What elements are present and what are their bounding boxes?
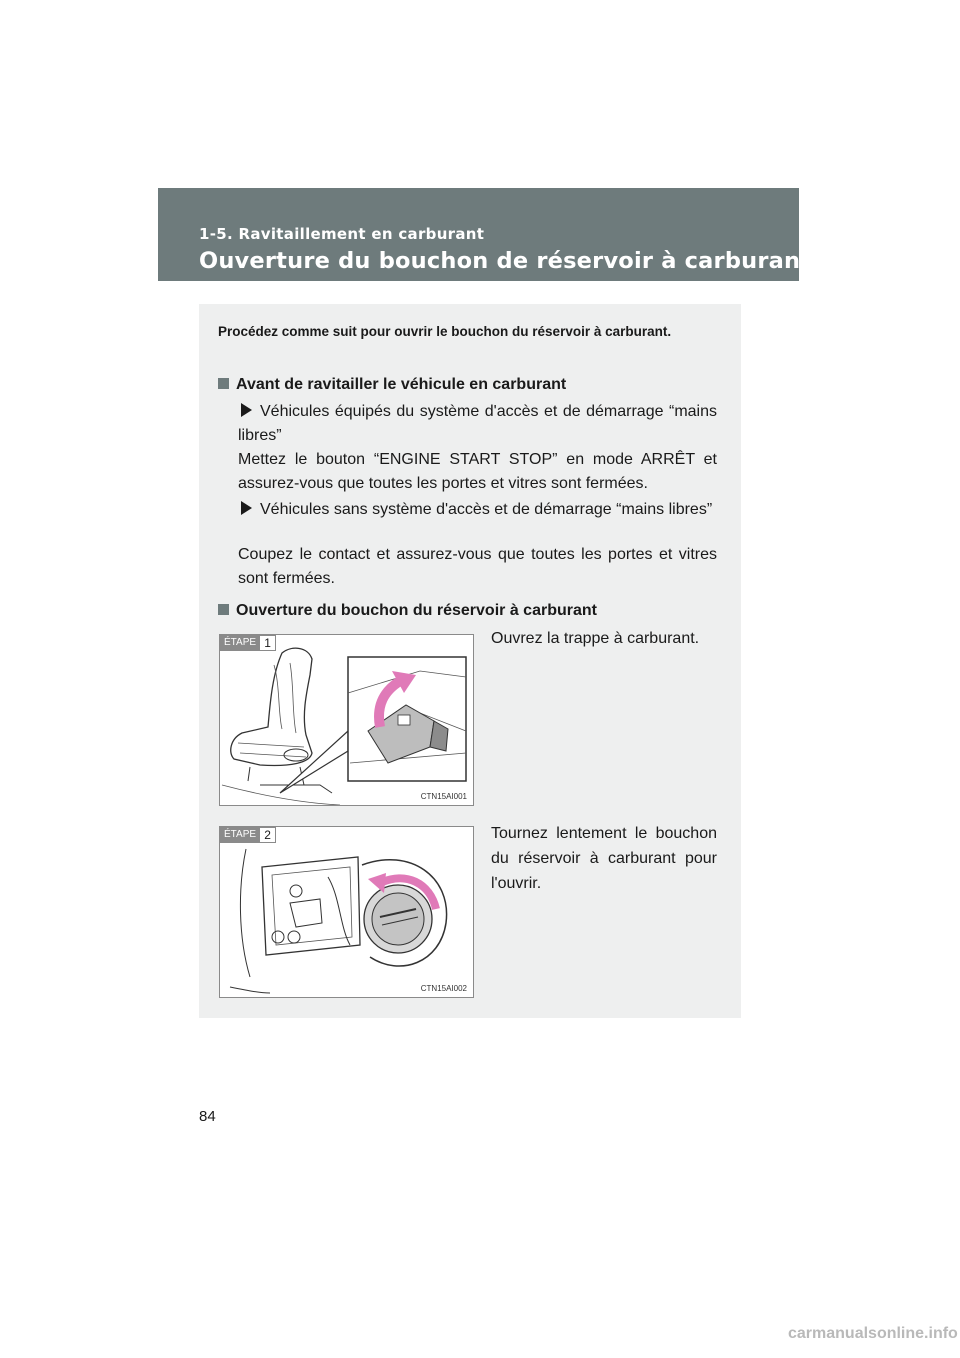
- instruction-no-smart-key: Coupez le contact et assurez-vous que toutes les portes et vitres sont fermées.: [238, 546, 717, 587]
- page-number: 84: [199, 1108, 216, 1125]
- subheading-label: Ouverture du bouchon du réservoir à carburant: [236, 602, 597, 619]
- square-bullet-icon: [218, 604, 229, 615]
- step-label: ÉTAPE: [220, 827, 260, 843]
- subheading-label: Avant de ravitailler le véhicule en carburant: [236, 376, 567, 393]
- figure-code: CTN15AI001: [420, 792, 467, 801]
- watermark: carmanualsonline.info: [788, 1325, 958, 1342]
- step-label: ÉTAPE: [220, 635, 260, 651]
- intro-text: Procédez comme suit pour ouvrir le bouchon du réservoir à carburant.: [218, 324, 672, 339]
- fuel-door-opener-drawing: [220, 635, 474, 806]
- condition-smart-key: [238, 400, 717, 448]
- page-title: Ouverture du bouchon de réservoir à carburant: [199, 248, 812, 274]
- instruction-smart-key: Mettez le bouton “ENGINE START STOP” en mode ARRÊT et assurez-vous que toutes les portes et vitres sont fermées.: [238, 451, 717, 492]
- step-number: 1: [260, 635, 276, 651]
- fuel-cap-drawing: [220, 827, 474, 998]
- triangle-arrow-icon: [241, 403, 252, 417]
- step-1-text: Ouvrez la trappe à carburant.: [491, 630, 700, 647]
- subheading-opening-cap: [218, 600, 597, 622]
- condition-text: Véhicules équipés du système d'accès et de démarrage “mains libres”: [238, 403, 717, 444]
- step-1-illustration: [219, 634, 474, 806]
- section-label: 1-5. Ravitaillement en carburant: [199, 225, 485, 243]
- triangle-arrow-icon: [241, 501, 252, 515]
- step-badge: [220, 827, 276, 843]
- condition-no-smart-key: [238, 498, 717, 522]
- condition-text: Véhicules sans système d'accès et de démarrage “mains libres”: [260, 501, 713, 518]
- step-2-text: Tournez lentement le bouchon du réservoir à carburant pour l'ouvrir.: [491, 825, 717, 892]
- figure-code: CTN15AI002: [420, 984, 467, 993]
- step-2-illustration: [219, 826, 474, 998]
- subheading-before-refuel: [218, 374, 566, 396]
- step-number: 2: [260, 827, 276, 843]
- square-bullet-icon: [218, 378, 229, 389]
- step-badge: [220, 635, 276, 651]
